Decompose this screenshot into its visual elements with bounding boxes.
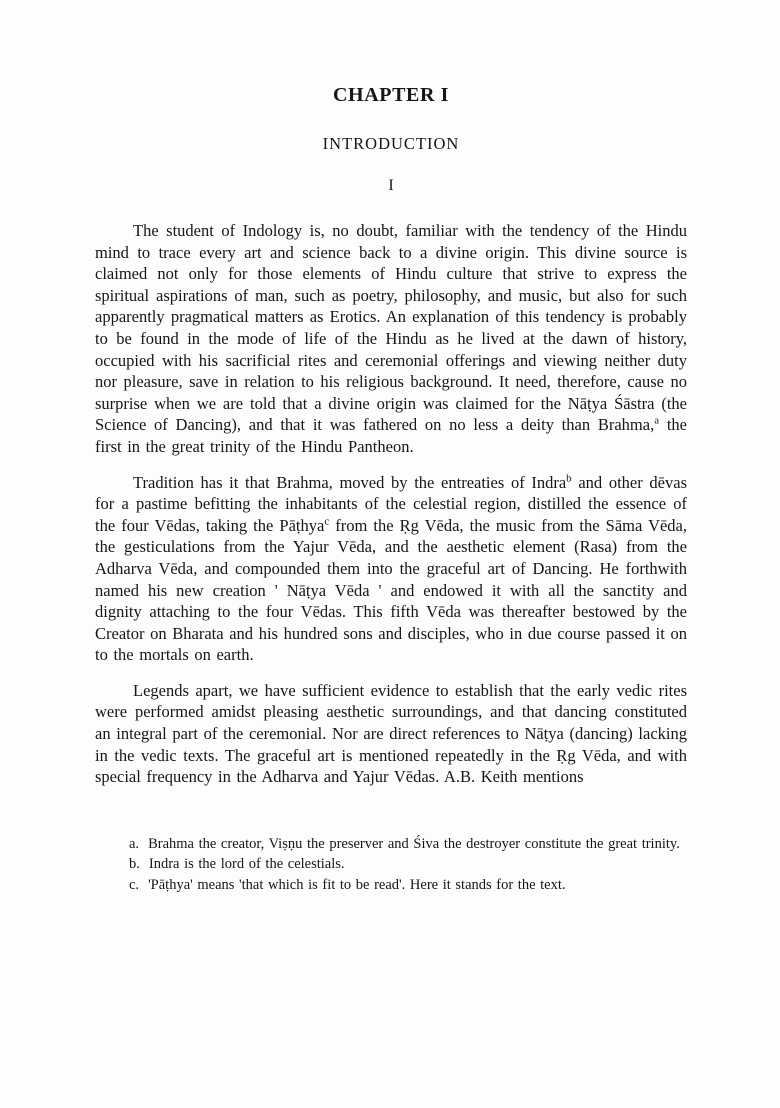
footnote-b (95, 854, 687, 875)
paragraph-1-text-cont: the first in the great trinity of the Hindu Pantheon. (95, 415, 687, 456)
footnote-a-text: Brahma the creator, Viṣṇu the preserver and Śiva the destroyer constitute the great trinity. (148, 835, 680, 852)
footnote-a-label: a. (129, 835, 140, 852)
footnotes-section (95, 834, 687, 896)
footnote-c-text: 'Pāṭhya' means 'that which is fit to be read'. Here it stands for the text. (148, 876, 566, 893)
section-number: I (388, 177, 394, 194)
paragraph-2-text: Tradition has it that Brahma, moved by the entreaties of Indra (133, 472, 567, 492)
section-title: INTRODUCTION (322, 134, 460, 153)
page-content (95, 84, 687, 895)
footnote-b-text: Indra is the lord of the celestials. (148, 856, 345, 873)
footnote-a (95, 834, 687, 855)
paragraph-1 (95, 220, 687, 458)
paragraph-1-text: The student of Indology is, no doubt, familiar with the tendency of the Hindu mind to trace every art and science back to a divine origin. This divine source is claimed not only for those elements of Hindu culture that strive to express the spiritual aspirations of man, such as poetry, philosophy, and music, but also for such apparently pragmatical matters as Erotics. An explanation of this tendency is probably to be found in the mode of life of the Hindu as he lived at the dawn of history, occupied with his sacrificial rites and ceremonial offerings and viewing neither duty nor pleasure, save in relation to his religious background. It need, therefore, cause no surprise when we are told that a divine origin was claimed for the Nāṭya Śāstra (the Science of Dancing), and that it was fathered on no less a deity than Brahma, (95, 221, 687, 435)
footnote-ref-a: a (654, 414, 660, 427)
footnote-c-label: c. (129, 876, 140, 893)
footnote-ref-c: c (324, 515, 330, 528)
paragraph-3 (95, 680, 687, 788)
paragraph-2 (95, 472, 687, 666)
chapter-title: CHAPTER I (333, 84, 449, 106)
paragraph-2-text-cont2: from the Ṛg Vēda, the music from the Sāma Vēda, the gesticulations from the Yajur Vēda, and the aesthetic element (Rasa) from the Adharva Vēda, and compounded them into the graceful art of Dancing. He forthwith named his new creation ' Nāṭya Vēda ' and endowed it with all the sanctity and dignity attaching to the four Vēdas. This fifth Vēda was thereafter bestowed by the Creator on Bharata and his hundred sons and disciples, who in due course passed it on to the mortals on earth. (95, 515, 688, 665)
footnote-ref-b: b (566, 472, 572, 485)
footnote-c (95, 875, 687, 896)
paragraph-3-text: Legends apart, we have sufficient evidence to establish that the early vedic rites were performed amidst pleasing aesthetic surroundings, and that dancing constituted an integral part of the ceremonial. Nor are direct references to Nāṭya (dancing) lacking in the vedic texts. The graceful art is mentioned repeatedly in the Ṛg Vēda, and with special frequency in the Adharva and Yajur Vēdas. A.B. Keith mentions (95, 680, 687, 787)
footnote-b-label: b. (129, 856, 140, 873)
paragraph-2-text-cont: and other dēvas for a pastime befitting the inhabitants of the celestial region, distilled the essence of the four Vēdas, taking the Pāṭhya (95, 472, 687, 535)
